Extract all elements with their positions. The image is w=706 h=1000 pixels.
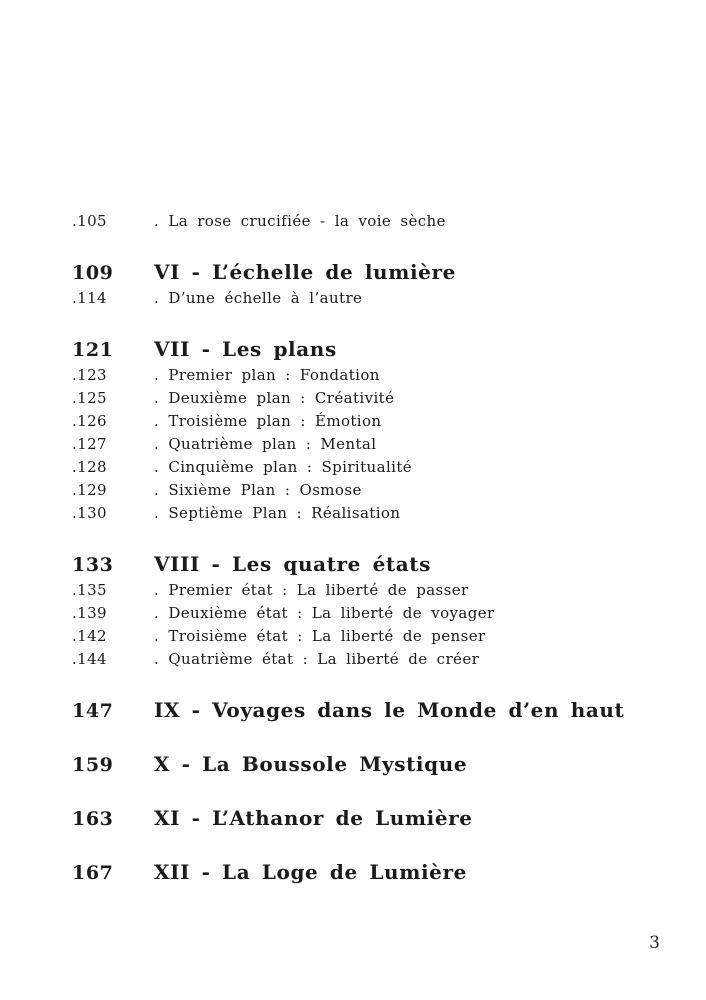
toc-chapter-title: VI - L’échelle de lumière — [154, 260, 456, 284]
toc-page-number: .139 — [72, 604, 107, 622]
toc-entry — [72, 602, 666, 625]
toc-chapter-title: IX - Voyages dans le Monde d’en haut — [154, 698, 625, 722]
toc-page-number: 109 — [72, 262, 114, 284]
toc-entry — [72, 210, 666, 233]
toc-chapter-title: VII - Les plans — [154, 337, 337, 361]
toc-chapter-title: XII - La Loge de Lumière — [154, 860, 467, 884]
toc-entry — [72, 433, 666, 456]
toc-page-number: 147 — [72, 700, 114, 722]
toc-chapter-entry — [72, 336, 666, 364]
toc-entry-title: . Troisième plan : Émotion — [154, 412, 382, 430]
toc-entry — [72, 479, 666, 502]
toc-page-number: .126 — [72, 412, 107, 430]
toc-entry — [72, 625, 666, 648]
toc-entry-title: . Deuxième état : La liberté de voyager — [154, 604, 495, 622]
toc-page-number: .127 — [72, 435, 107, 453]
toc-chapter-entry — [72, 551, 666, 579]
toc-entry-title: . Septième Plan : Réalisation — [154, 504, 401, 522]
toc-page-number: .135 — [72, 581, 107, 599]
toc-page-number: 159 — [72, 754, 114, 776]
toc-chapter-entry — [72, 859, 666, 887]
toc-entry — [72, 502, 666, 525]
toc-entry-title: . Quatrième plan : Mental — [154, 435, 377, 453]
toc-chapter-title: VIII - Les quatre états — [154, 552, 431, 576]
toc-entry-title: . D’une échelle à l’autre — [154, 289, 363, 307]
toc-page-number: .129 — [72, 481, 107, 499]
toc-entry — [72, 287, 666, 310]
toc-chapter-entry — [72, 805, 666, 833]
toc-chapter-title: XI - L’Athanor de Lumière — [154, 806, 473, 830]
toc-page-number: .114 — [72, 289, 107, 307]
toc-page-number: 167 — [72, 862, 114, 884]
toc-chapter-entry — [72, 259, 666, 287]
toc-page-number: .123 — [72, 366, 107, 384]
toc-entry-title: . La rose crucifiée - la voie sèche — [154, 212, 446, 230]
folio-page-number: 3 — [649, 933, 660, 953]
toc-chapter-entry — [72, 697, 666, 725]
toc-page-number: .105 — [72, 212, 107, 230]
toc-entry-title: . Troisième état : La liberté de penser — [154, 627, 486, 645]
toc-page-number: .128 — [72, 458, 107, 476]
toc-page-number: 163 — [72, 808, 114, 830]
toc-entry-title: . Cinquième plan : Spiritualité — [154, 458, 413, 476]
toc-entry-title: . Quatrième état : La liberté de créer — [154, 650, 480, 668]
toc-entry — [72, 410, 666, 433]
toc-entry — [72, 579, 666, 602]
toc-page-number: .125 — [72, 389, 107, 407]
toc-page-number: 133 — [72, 554, 114, 576]
toc-entry-title: . Deuxième plan : Créativité — [154, 389, 395, 407]
toc-entry — [72, 364, 666, 387]
toc-page-number: .142 — [72, 627, 107, 645]
toc-entry-title: . Sixième Plan : Osmose — [154, 481, 362, 499]
toc-page-number: .144 — [72, 650, 107, 668]
toc-entry — [72, 648, 666, 671]
toc-chapter-entry — [72, 751, 666, 779]
toc-page-number: 121 — [72, 339, 114, 361]
toc-entry-title: . Premier plan : Fondation — [154, 366, 380, 384]
toc-entry-title: . Premier état : La liberté de passer — [154, 581, 469, 599]
toc-chapter-title: X - La Boussole Mystique — [154, 752, 468, 776]
toc-entry — [72, 387, 666, 410]
toc-page-number: .130 — [72, 504, 107, 522]
toc-entry — [72, 456, 666, 479]
